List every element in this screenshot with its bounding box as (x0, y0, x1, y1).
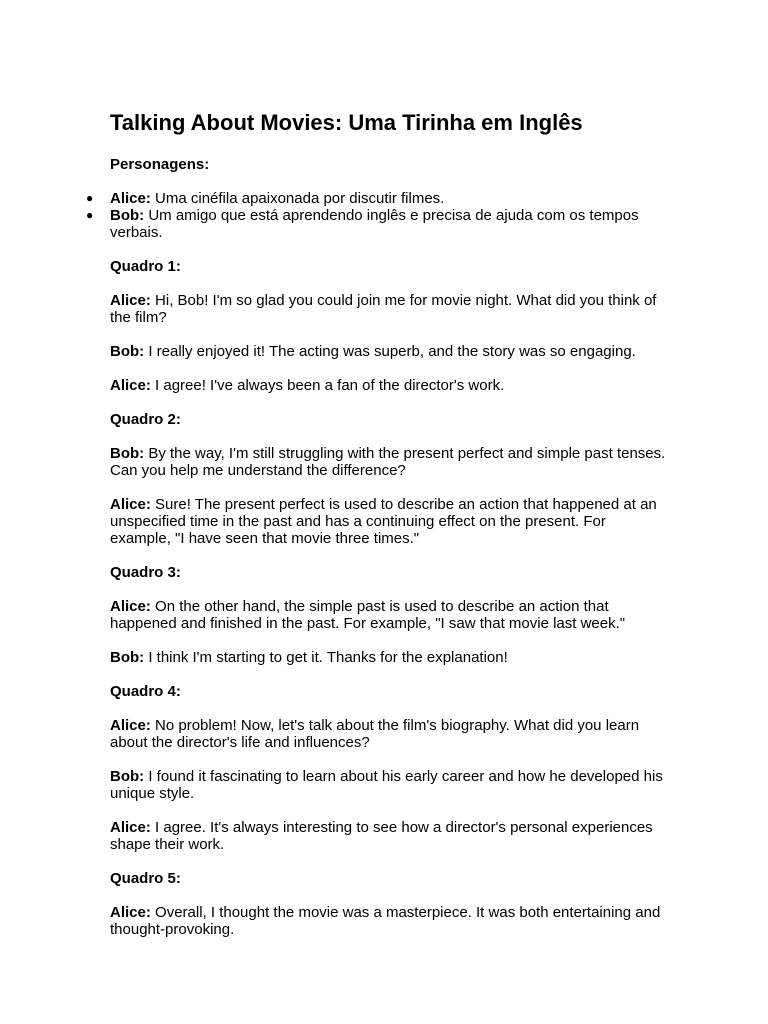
speaker-name: Bob: (110, 445, 145, 462)
panel-heading: Quadro 3: (110, 564, 181, 581)
character-description: Um amigo que está aprendendo inglês e precisa de ajuda com os tempos verbais. (110, 207, 639, 241)
dialogue-text: Overall, I thought the movie was a masterpiece. It was both entertaining and thought-provoking. (110, 904, 661, 938)
document-page (86, 108, 670, 955)
dialogue-line (110, 904, 670, 938)
character-description: Uma cinéfila apaixonada por discutir filmes. (150, 190, 445, 207)
dialogue-line (110, 768, 670, 802)
panel-heading: Quadro 1: (110, 258, 181, 275)
dialogue-line (110, 598, 670, 632)
dialogue-text: No problem! Now, let's talk about the film's biography. What did you learn about the director's life and influences? (110, 717, 640, 751)
panel-heading: Quadro 5: (110, 870, 181, 887)
dialogue-text: I really enjoyed it! The acting was superb, and the story was so engaging. (144, 343, 636, 360)
speaker-name: Alice: (110, 904, 151, 921)
speaker-name: Alice: (110, 717, 151, 734)
list-item (86, 190, 670, 207)
document-title: Talking About Movies: Uma Tirinha em Inglês (110, 110, 583, 135)
bullet-icon: ● (86, 208, 94, 222)
characters-heading: Personagens: (110, 156, 210, 173)
dialogue-text: I found it fascinating to learn about his early career and how he developed his unique style. (110, 768, 663, 802)
list-item (86, 207, 670, 241)
dialogue-text: By the way, I'm still struggling with the present perfect and simple past tenses. Can you help me understand the difference? (110, 445, 666, 479)
panel-heading: Quadro 4: (110, 683, 181, 700)
dialogue-text: Sure! The present perfect is used to describe an action that happened at an unspecified time in the past and has a continuing effect on the present. For example, "I have seen that movie three times." (110, 496, 657, 547)
dialogue-line (110, 717, 670, 751)
panel-heading: Quadro 2: (110, 411, 181, 428)
speaker-name: Alice: (110, 598, 151, 615)
dialogue-line (110, 445, 670, 479)
speaker-name: Bob: (110, 768, 145, 785)
character-name: Alice: (110, 190, 151, 207)
dialogue-line (110, 292, 670, 326)
bullet-icon: ● (86, 191, 94, 205)
speaker-name: Alice: (110, 819, 151, 836)
dialogue-text: I think I'm starting to get it. Thanks for the explanation! (144, 649, 508, 666)
dialogue-text: On the other hand, the simple past is used to describe an action that happened and finished in the past. For example, "I saw that movie last week." (110, 598, 626, 632)
dialogue-line (110, 496, 670, 547)
character-name: Bob: (110, 207, 145, 224)
dialogue-line (110, 377, 670, 394)
speaker-name: Alice: (110, 377, 151, 394)
dialogue-text: I agree. It's always interesting to see how a director's personal experiences shape their work. (110, 819, 653, 853)
dialogue-text: I agree! I've always been a fan of the director's work. (150, 377, 505, 394)
speaker-name: Bob: (110, 343, 145, 360)
dialogue-line (110, 343, 670, 360)
speaker-name: Alice: (110, 292, 151, 309)
speaker-name: Bob: (110, 649, 145, 666)
speaker-name: Alice: (110, 496, 151, 513)
characters-list (86, 190, 670, 241)
dialogue-line (110, 819, 670, 853)
dialogue-text: Hi, Bob! I'm so glad you could join me for movie night. What did you think of the film? (110, 292, 657, 326)
dialogue-line (110, 649, 670, 666)
